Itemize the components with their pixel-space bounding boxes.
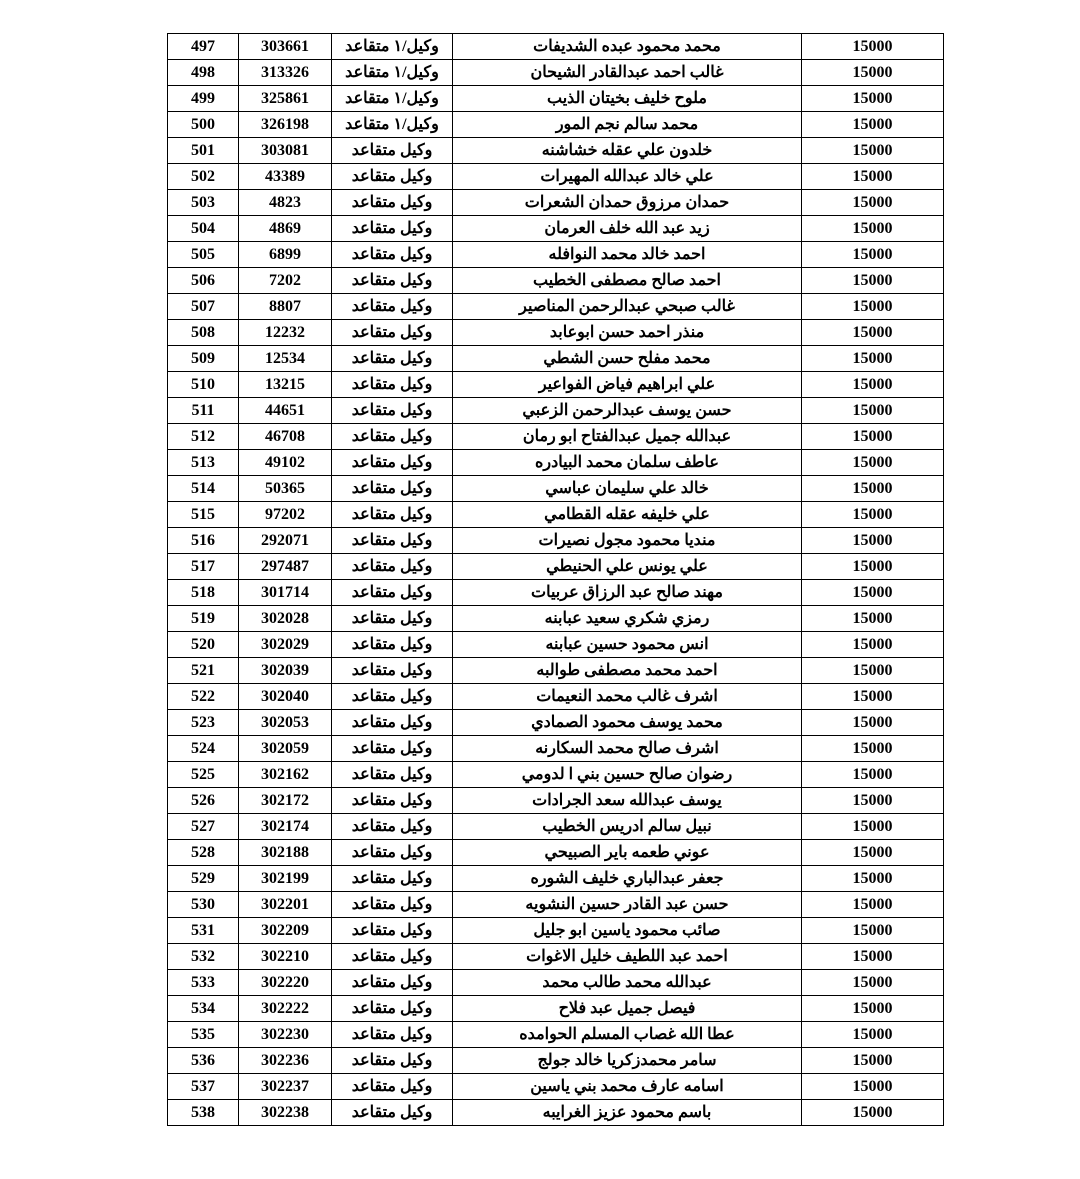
cell-rank: وكيل متقاعد <box>332 970 453 996</box>
cell-id: 302059 <box>239 736 332 762</box>
cell-seq: 522 <box>168 684 239 710</box>
table-row <box>168 840 944 866</box>
cell-name: عوني طعمه باير الصبيحي <box>453 840 802 866</box>
table-row <box>168 398 944 424</box>
cell-rank: وكيل متقاعد <box>332 424 453 450</box>
table-row <box>168 268 944 294</box>
cell-amount: 15000 <box>802 554 944 580</box>
table-row <box>168 476 944 502</box>
cell-id: 302174 <box>239 814 332 840</box>
cell-seq: 521 <box>168 658 239 684</box>
cell-seq: 499 <box>168 86 239 112</box>
cell-id: 303081 <box>239 138 332 164</box>
cell-amount: 15000 <box>802 606 944 632</box>
cell-amount: 15000 <box>802 450 944 476</box>
cell-amount: 15000 <box>802 346 944 372</box>
cell-rank: وكيل/١ متقاعد <box>332 60 453 86</box>
cell-name: حمدان مرزوق حمدان الشعرات <box>453 190 802 216</box>
cell-id: 49102 <box>239 450 332 476</box>
cell-amount: 15000 <box>802 294 944 320</box>
cell-id: 302222 <box>239 996 332 1022</box>
cell-name: احمد صالح مصطفى الخطيب <box>453 268 802 294</box>
table-row <box>168 424 944 450</box>
cell-seq: 516 <box>168 528 239 554</box>
cell-name: صائب محمود ياسين ابو جليل <box>453 918 802 944</box>
table-row <box>168 450 944 476</box>
cell-seq: 517 <box>168 554 239 580</box>
cell-id: 97202 <box>239 502 332 528</box>
cell-amount: 15000 <box>802 762 944 788</box>
cell-amount: 15000 <box>802 918 944 944</box>
cell-name: اشرف غالب محمد النعيمات <box>453 684 802 710</box>
cell-name: جعفر عبدالباري خليف الشوره <box>453 866 802 892</box>
cell-rank: وكيل متقاعد <box>332 1074 453 1100</box>
cell-amount: 15000 <box>802 996 944 1022</box>
cell-id: 302238 <box>239 1100 332 1126</box>
cell-rank: وكيل متقاعد <box>332 866 453 892</box>
cell-seq: 538 <box>168 1100 239 1126</box>
cell-rank: وكيل/١ متقاعد <box>332 86 453 112</box>
cell-amount: 15000 <box>802 528 944 554</box>
cell-rank: وكيل متقاعد <box>332 164 453 190</box>
cell-id: 302028 <box>239 606 332 632</box>
cell-name: اشرف صالح محمد السكارنه <box>453 736 802 762</box>
cell-id: 50365 <box>239 476 332 502</box>
cell-rank: وكيل متقاعد <box>332 814 453 840</box>
cell-rank: وكيل/١ متقاعد <box>332 112 453 138</box>
table-row <box>168 164 944 190</box>
cell-id: 7202 <box>239 268 332 294</box>
cell-id: 302199 <box>239 866 332 892</box>
cell-name: حسن يوسف عبدالرحمن الزعبي <box>453 398 802 424</box>
cell-name: احمد محمد مصطفى طوالبه <box>453 658 802 684</box>
cell-amount: 15000 <box>802 216 944 242</box>
table-row <box>168 944 944 970</box>
table-row <box>168 34 944 60</box>
cell-id: 44651 <box>239 398 332 424</box>
cell-name: محمد سالم نجم المور <box>453 112 802 138</box>
table-row <box>168 736 944 762</box>
cell-id: 6899 <box>239 242 332 268</box>
cell-id: 4869 <box>239 216 332 242</box>
table-row <box>168 658 944 684</box>
cell-seq: 501 <box>168 138 239 164</box>
cell-rank: وكيل متقاعد <box>332 554 453 580</box>
cell-amount: 15000 <box>802 684 944 710</box>
cell-amount: 15000 <box>802 710 944 736</box>
cell-id: 313326 <box>239 60 332 86</box>
cell-id: 12534 <box>239 346 332 372</box>
cell-seq: 526 <box>168 788 239 814</box>
table-row <box>168 970 944 996</box>
cell-rank: وكيل متقاعد <box>332 216 453 242</box>
cell-name: زيد عبد الله خلف العرمان <box>453 216 802 242</box>
cell-seq: 519 <box>168 606 239 632</box>
table-row <box>168 762 944 788</box>
cell-seq: 512 <box>168 424 239 450</box>
cell-amount: 15000 <box>802 580 944 606</box>
cell-seq: 497 <box>168 34 239 60</box>
cell-seq: 537 <box>168 1074 239 1100</box>
cell-amount: 15000 <box>802 34 944 60</box>
cell-id: 302220 <box>239 970 332 996</box>
cell-seq: 511 <box>168 398 239 424</box>
cell-name: علي يونس علي الحنيطي <box>453 554 802 580</box>
cell-name: يوسف عبدالله سعد الجرادات <box>453 788 802 814</box>
cell-seq: 518 <box>168 580 239 606</box>
cell-seq: 505 <box>168 242 239 268</box>
table-row <box>168 892 944 918</box>
cell-rank: وكيل متقاعد <box>332 528 453 554</box>
cell-id: 325861 <box>239 86 332 112</box>
cell-id: 302039 <box>239 658 332 684</box>
cell-seq: 513 <box>168 450 239 476</box>
cell-name: سامر محمدزكريا خالد جولج <box>453 1048 802 1074</box>
cell-name: رضوان صالح حسين بني ا لدومي <box>453 762 802 788</box>
table-body <box>168 34 944 1126</box>
cell-id: 292071 <box>239 528 332 554</box>
cell-rank: وكيل متقاعد <box>332 580 453 606</box>
cell-id: 302230 <box>239 1022 332 1048</box>
cell-name: نبيل سالم ادريس الخطيب <box>453 814 802 840</box>
cell-rank: وكيل متقاعد <box>332 632 453 658</box>
cell-rank: وكيل متقاعد <box>332 658 453 684</box>
cell-rank: وكيل متقاعد <box>332 710 453 736</box>
cell-seq: 520 <box>168 632 239 658</box>
cell-amount: 15000 <box>802 398 944 424</box>
cell-id: 302209 <box>239 918 332 944</box>
cell-rank: وكيل متقاعد <box>332 502 453 528</box>
table-row <box>168 1100 944 1126</box>
cell-seq: 534 <box>168 996 239 1022</box>
cell-rank: وكيل متقاعد <box>332 320 453 346</box>
cell-name: فيصل جميل عبد فلاح <box>453 996 802 1022</box>
cell-id: 302201 <box>239 892 332 918</box>
cell-rank: وكيل/١ متقاعد <box>332 34 453 60</box>
cell-name: مهند صالح عبد الرزاق عربيات <box>453 580 802 606</box>
cell-amount: 15000 <box>802 814 944 840</box>
cell-rank: وكيل متقاعد <box>332 1022 453 1048</box>
cell-seq: 523 <box>168 710 239 736</box>
cell-amount: 15000 <box>802 86 944 112</box>
cell-name: عاطف سلمان محمد البيادره <box>453 450 802 476</box>
cell-seq: 533 <box>168 970 239 996</box>
cell-name: علي خليفه عقله القطامي <box>453 502 802 528</box>
retirees-table <box>167 33 944 1126</box>
cell-seq: 503 <box>168 190 239 216</box>
cell-seq: 529 <box>168 866 239 892</box>
cell-name: احمد خالد محمد النوافله <box>453 242 802 268</box>
cell-amount: 15000 <box>802 1048 944 1074</box>
table-row <box>168 502 944 528</box>
cell-id: 46708 <box>239 424 332 450</box>
table-row <box>168 580 944 606</box>
table-row <box>168 606 944 632</box>
cell-amount: 15000 <box>802 892 944 918</box>
cell-seq: 514 <box>168 476 239 502</box>
table-row <box>168 918 944 944</box>
cell-seq: 535 <box>168 1022 239 1048</box>
cell-rank: وكيل متقاعد <box>332 684 453 710</box>
table-row <box>168 138 944 164</box>
cell-name: باسم محمود عزيز الغرايبه <box>453 1100 802 1126</box>
cell-amount: 15000 <box>802 788 944 814</box>
cell-seq: 536 <box>168 1048 239 1074</box>
table-row <box>168 216 944 242</box>
cell-id: 326198 <box>239 112 332 138</box>
cell-id: 302162 <box>239 762 332 788</box>
table-row <box>168 866 944 892</box>
cell-amount: 15000 <box>802 632 944 658</box>
cell-id: 302236 <box>239 1048 332 1074</box>
cell-name: محمد يوسف محمود الصمادي <box>453 710 802 736</box>
cell-rank: وكيل متقاعد <box>332 1100 453 1126</box>
cell-amount: 15000 <box>802 320 944 346</box>
cell-rank: وكيل متقاعد <box>332 346 453 372</box>
cell-id: 302172 <box>239 788 332 814</box>
cell-id: 302188 <box>239 840 332 866</box>
cell-seq: 532 <box>168 944 239 970</box>
cell-name: علي ابراهيم فياض الفواعير <box>453 372 802 398</box>
cell-id: 302237 <box>239 1074 332 1100</box>
cell-name: محمد محمود عبده الشديفات <box>453 34 802 60</box>
cell-rank: وكيل متقاعد <box>332 892 453 918</box>
cell-seq: 506 <box>168 268 239 294</box>
cell-name: ملوح خليف بخيتان الذيب <box>453 86 802 112</box>
cell-id: 303661 <box>239 34 332 60</box>
cell-name: عبدالله جميل عبدالفتاح ابو رمان <box>453 424 802 450</box>
cell-id: 302210 <box>239 944 332 970</box>
table-row <box>168 1022 944 1048</box>
cell-name: حسن عبد القادر حسين النشويه <box>453 892 802 918</box>
cell-seq: 528 <box>168 840 239 866</box>
cell-name: اسامه عارف محمد بني ياسين <box>453 1074 802 1100</box>
cell-rank: وكيل متقاعد <box>332 1048 453 1074</box>
cell-rank: وكيل متقاعد <box>332 762 453 788</box>
cell-name: منذر احمد حسن ابوعابد <box>453 320 802 346</box>
cell-id: 43389 <box>239 164 332 190</box>
table-row <box>168 60 944 86</box>
cell-amount: 15000 <box>802 476 944 502</box>
cell-seq: 515 <box>168 502 239 528</box>
cell-rank: وكيل متقاعد <box>332 294 453 320</box>
cell-id: 4823 <box>239 190 332 216</box>
cell-rank: وكيل متقاعد <box>332 476 453 502</box>
cell-amount: 15000 <box>802 112 944 138</box>
cell-name: علي خالد عبدالله المهيرات <box>453 164 802 190</box>
cell-amount: 15000 <box>802 1022 944 1048</box>
cell-seq: 525 <box>168 762 239 788</box>
table-row <box>168 294 944 320</box>
cell-amount: 15000 <box>802 268 944 294</box>
table-row <box>168 814 944 840</box>
cell-id: 13215 <box>239 372 332 398</box>
cell-seq: 500 <box>168 112 239 138</box>
cell-seq: 504 <box>168 216 239 242</box>
table-row <box>168 632 944 658</box>
cell-amount: 15000 <box>802 424 944 450</box>
cell-seq: 531 <box>168 918 239 944</box>
table-row <box>168 190 944 216</box>
cell-seq: 530 <box>168 892 239 918</box>
cell-name: غالب احمد عبدالقادر الشيحان <box>453 60 802 86</box>
cell-name: عطا الله غصاب المسلم الحوامده <box>453 1022 802 1048</box>
table-row <box>168 710 944 736</box>
cell-rank: وكيل متقاعد <box>332 242 453 268</box>
cell-amount: 15000 <box>802 1100 944 1126</box>
cell-rank: وكيل متقاعد <box>332 840 453 866</box>
cell-name: خلدون علي عقله خشاشنه <box>453 138 802 164</box>
cell-amount: 15000 <box>802 138 944 164</box>
table-row <box>168 684 944 710</box>
cell-rank: وكيل متقاعد <box>332 138 453 164</box>
table-row <box>168 372 944 398</box>
cell-name: رمزي شكري سعيد عبابنه <box>453 606 802 632</box>
cell-seq: 502 <box>168 164 239 190</box>
cell-rank: وكيل متقاعد <box>332 944 453 970</box>
cell-id: 302053 <box>239 710 332 736</box>
cell-rank: وكيل متقاعد <box>332 450 453 476</box>
cell-rank: وكيل متقاعد <box>332 996 453 1022</box>
cell-amount: 15000 <box>802 1074 944 1100</box>
table-row <box>168 554 944 580</box>
cell-seq: 509 <box>168 346 239 372</box>
cell-rank: وكيل متقاعد <box>332 606 453 632</box>
cell-name: انس محمود حسين عبابنه <box>453 632 802 658</box>
cell-seq: 510 <box>168 372 239 398</box>
cell-amount: 15000 <box>802 242 944 268</box>
cell-seq: 524 <box>168 736 239 762</box>
cell-amount: 15000 <box>802 164 944 190</box>
cell-rank: وكيل متقاعد <box>332 736 453 762</box>
cell-name: محمد مفلح حسن الشطي <box>453 346 802 372</box>
cell-rank: وكيل متقاعد <box>332 398 453 424</box>
cell-id: 12232 <box>239 320 332 346</box>
cell-name: احمد عبد اللطيف خليل الاغوات <box>453 944 802 970</box>
cell-seq: 498 <box>168 60 239 86</box>
table-row <box>168 320 944 346</box>
cell-rank: وكيل متقاعد <box>332 268 453 294</box>
cell-amount: 15000 <box>802 502 944 528</box>
cell-amount: 15000 <box>802 372 944 398</box>
cell-name: خالد علي سليمان عباسي <box>453 476 802 502</box>
cell-id: 302040 <box>239 684 332 710</box>
cell-amount: 15000 <box>802 944 944 970</box>
cell-id: 297487 <box>239 554 332 580</box>
table-row <box>168 1074 944 1100</box>
cell-amount: 15000 <box>802 840 944 866</box>
table-row <box>168 242 944 268</box>
cell-seq: 527 <box>168 814 239 840</box>
cell-rank: وكيل متقاعد <box>332 918 453 944</box>
cell-amount: 15000 <box>802 866 944 892</box>
cell-name: غالب صبحي عبدالرحمن المناصير <box>453 294 802 320</box>
cell-amount: 15000 <box>802 190 944 216</box>
cell-rank: وكيل متقاعد <box>332 788 453 814</box>
table-row <box>168 1048 944 1074</box>
cell-amount: 15000 <box>802 970 944 996</box>
cell-name: عبدالله محمد طالب محمد <box>453 970 802 996</box>
cell-seq: 507 <box>168 294 239 320</box>
cell-rank: وكيل متقاعد <box>332 372 453 398</box>
table-row <box>168 346 944 372</box>
table-row <box>168 86 944 112</box>
cell-name: منديا محمود مجول نصيرات <box>453 528 802 554</box>
cell-rank: وكيل متقاعد <box>332 190 453 216</box>
table-row <box>168 528 944 554</box>
table-row <box>168 996 944 1022</box>
cell-id: 301714 <box>239 580 332 606</box>
table-row <box>168 788 944 814</box>
table-row <box>168 112 944 138</box>
cell-id: 8807 <box>239 294 332 320</box>
cell-id: 302029 <box>239 632 332 658</box>
roster-table-container <box>191 33 944 1126</box>
cell-amount: 15000 <box>802 658 944 684</box>
cell-amount: 15000 <box>802 60 944 86</box>
cell-amount: 15000 <box>802 736 944 762</box>
cell-seq: 508 <box>168 320 239 346</box>
